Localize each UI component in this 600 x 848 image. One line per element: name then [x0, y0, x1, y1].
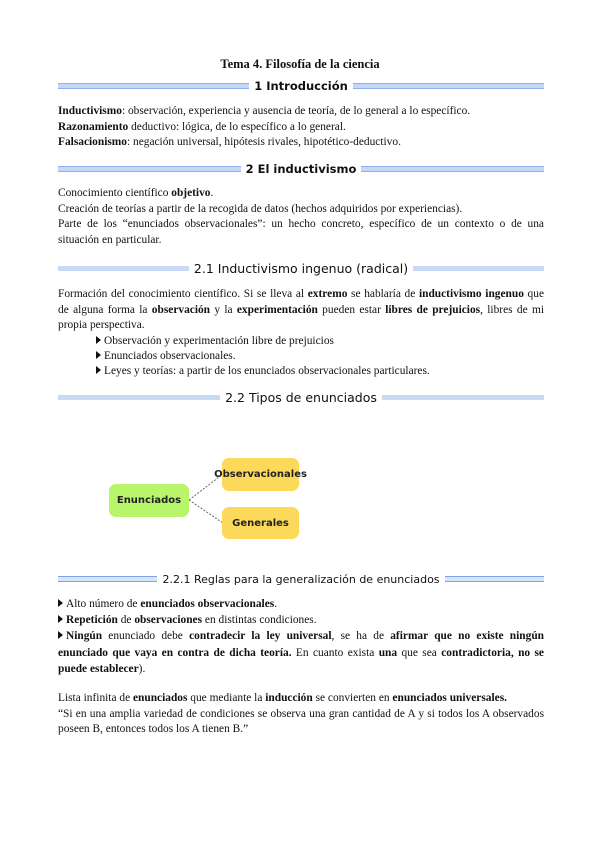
text: Formación del conocimiento científico. Si se lleva al [58, 288, 308, 300]
text: que mediante la [187, 692, 266, 704]
bold-text: experimentación [236, 303, 318, 316]
list-item-text: Leyes y teorías: a partir de los enunciados observacionales particulares. [104, 365, 430, 377]
bold-text: Ningún [66, 630, 103, 642]
list-item [58, 628, 544, 678]
term: Inductivismo [58, 105, 122, 117]
text-line: Creación de teorías a partir de la recogida de datos (hechos adquiridos por experiencias). [58, 202, 463, 215]
bold-text: contradictoria, no se puede establecer [58, 646, 544, 675]
text: y la [210, 303, 237, 316]
list-item [58, 597, 544, 613]
text: de [117, 613, 135, 626]
text: que de alguna forma la [58, 288, 544, 316]
text: que sea [397, 646, 442, 659]
text: en distintas condiciones. [202, 613, 317, 626]
text-line [58, 691, 544, 707]
bold-text: objetivo [171, 187, 211, 199]
bold-text: contradecir la ley universal [189, 630, 332, 642]
text: , se ha de [331, 630, 391, 642]
bold-text: enunciados observacionales [140, 598, 275, 610]
heading-label: 2 El inductivismo [245, 162, 357, 176]
heading-rule [445, 576, 544, 582]
text: Alto número de [66, 598, 141, 610]
text: . [210, 187, 214, 199]
heading-label: 2.2 Tipos de enunciados [225, 389, 377, 405]
quote: “Si en una amplia variedad de condiciones se observa una gran cantidad de A y si todos los A observados poseen B, entonces todos los A tienen B.” [58, 707, 544, 735]
bold-text: afirmar que no existe ningún enunciado que vaya en contra de dicha teoría. [58, 630, 544, 659]
definition: : negación universal, hipótesis rivales, hipotético-deductivo. [126, 136, 401, 148]
list-item-text: Enunciados observacionales. [104, 350, 236, 362]
heading-label: 1 Introducción [254, 79, 348, 93]
heading-label: 2.1 Inductivismo ingenuo (radical) [193, 260, 409, 276]
text: ). [138, 663, 146, 675]
text: . [274, 598, 278, 610]
text: Conocimiento científico [58, 187, 172, 199]
bold-text: inductivismo ingenuo [418, 288, 524, 300]
bold-text: extremo [307, 288, 348, 300]
heading-rule [58, 576, 157, 582]
reglas-list [58, 597, 544, 678]
bullet-icon [58, 631, 63, 639]
text: se hablaría de [347, 288, 419, 300]
bullet-icon [58, 599, 63, 607]
text: pueden estar [317, 303, 386, 316]
bold-text: enunciados [132, 692, 188, 704]
bold-text: enunciados universales. [392, 692, 507, 704]
bold-text: inducción [265, 692, 313, 704]
definition: : observación, experiencia y ausencia de teoría, de lo general a lo específico. [121, 105, 471, 117]
bold-text: una [378, 646, 398, 659]
term: Falsacionismo [58, 136, 127, 148]
section-heading-reglas [58, 572, 544, 586]
induccion-paragraph [58, 691, 544, 738]
diagram-node-enunciados: Enunciados [109, 484, 189, 517]
definition: deductivo: lógica, de lo específico a lo general. [128, 120, 346, 133]
diagram-node-generales: Generales [222, 507, 299, 539]
list-item-text: Observación y experimentación libre de prejuicios [104, 335, 334, 347]
term: Razonamiento [58, 120, 129, 133]
heading-label: 2.2.1 Reglas para la generalización de enunciados [162, 572, 440, 586]
bold-text: libres de prejuicios [385, 303, 481, 316]
bold-text: Repetición [66, 613, 118, 626]
text: enunciado debe [102, 630, 190, 642]
document-title: Tema 4. Filosofía de la ciencia [220, 57, 380, 71]
text-line: Parte de los “enunciados observacionales”: un hecho concreto, específico de un contexto o de una situación en particular. [58, 218, 544, 246]
text: se convierten en [312, 692, 393, 704]
bold-text: observaciones [134, 613, 203, 626]
bold-text: observación [151, 303, 211, 316]
text: En cuanto exista [291, 646, 379, 659]
text: , libres de mi propia perspectiva. [58, 303, 544, 331]
diagram-node-observacionales: Observacionales [222, 458, 299, 491]
list-item [58, 613, 544, 629]
text: Lista infinita de [58, 692, 133, 704]
bullet-icon [58, 615, 63, 623]
